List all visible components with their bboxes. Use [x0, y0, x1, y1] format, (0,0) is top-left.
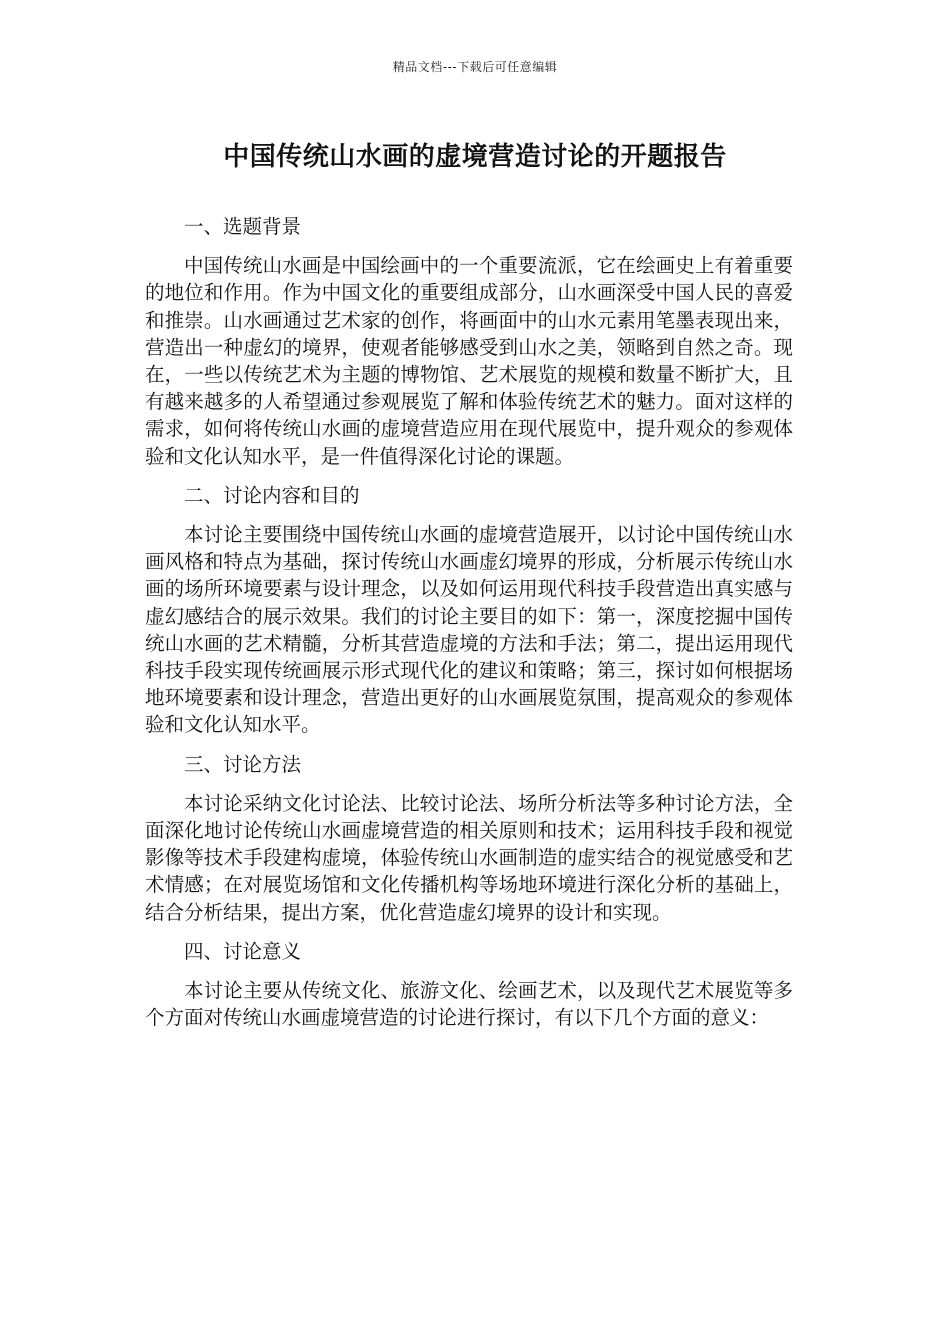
section-heading: 四、讨论意义	[184, 939, 302, 963]
section-paragraph: 本讨论主要从传统文化、旅游文化、绘画艺术，以及现代艺术展览等多个方面对传统山水画虚境营造的讨论进行探讨，有以下几个方面的意义：	[145, 979, 793, 1030]
section-background	[145, 213, 793, 470]
section-heading: 二、讨论内容和目的	[184, 483, 360, 507]
section-paragraph: 中国传统山水画是中国绘画中的一个重要流派，它在绘画史上有着重要的地位和作用。作为中国文化的重要组成部分，山水画深受中国人民的喜爱和推崇。山水画通过艺术家的创作，将画面中的山水元素用笔墨表现出来，营造出一种虚幻的境界，使观者能够感受到山水之美，领略到自然之奇。现在，一些以传统艺术为主题的博物馆、艺术展览的规模和数量不断扩大，且有越来越多的人希望通过参观展览了解和体验传统艺术的魅力。面对这样的需求，如何将传统山水画的虚境营造应用在现代展览中，提升观众的参观体验和文化认知水平，是一件值得深化讨论的课题。	[145, 254, 793, 468]
document-title: 中国传统山水画的虚境营造讨论的开题报告	[223, 142, 727, 172]
section-paragraph: 本讨论采纳文化讨论法、比较讨论法、场所分析法等多种讨论方法，全面深化地讨论传统山水画虚境营造的相关原则和技术；运用科技手段和视觉影像等技术手段建构虚境，体验传统山水画制造的虚实结合的视觉感受和艺术情感；在对展览场馆和文化传播机构等场地环境进行深化分析的基础上，结合分析结果，提出方案，优化营造虚幻境界的设计和实现。	[145, 791, 793, 924]
section-content-and-purpose	[145, 482, 793, 739]
header-note: 精品文档---下载后可任意编辑	[392, 60, 558, 74]
section-heading: 一、选题背景	[184, 215, 302, 238]
document-body	[145, 213, 793, 1043]
section-heading: 三、讨论方法	[184, 752, 302, 776]
section-paragraph: 本讨论主要围绕中国传统山水画的虚境营造展开，以讨论中国传统山水画风格和特点为基础，探讨传统山水画虚幻境界的形成，分析展示传统山水画的场所环境要素与设计理念，以及如何运用现代科技手段营造出真实感与虚幻感结合的展示效果。我们的讨论主要目的如下：第一，深度挖掘中国传统山水画的艺术精髓，分析其营造虚境的方法和手法；第二，提出运用现代科技手段实现传统画展示形式现代化的建议和策略；第三，探讨如何根据场地环境要素和设计理念，营造出更好的山水画展览氛围，提高观众的参观体验和文化认知水平。	[145, 523, 793, 737]
section-significance	[145, 938, 793, 1032]
section-methods	[145, 751, 793, 926]
